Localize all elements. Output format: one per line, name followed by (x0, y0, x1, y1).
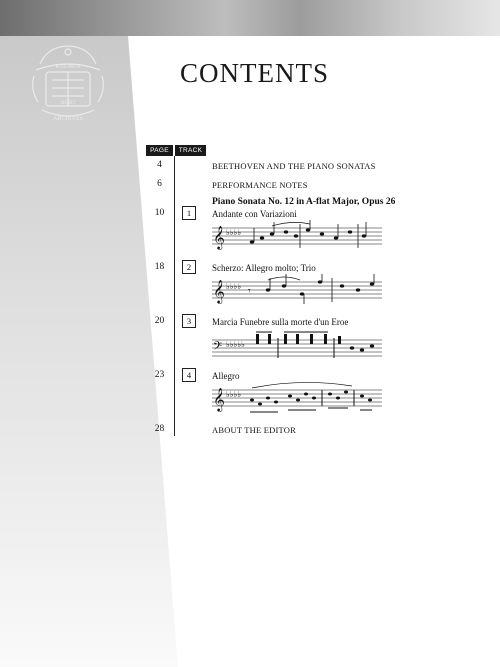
music-incipit-icon (212, 328, 382, 362)
svg-text:♭♭♭♭: ♭♭♭♭ (226, 282, 242, 291)
movement-title: Andante con Variazioni (212, 209, 297, 219)
entry-title: ABOUT THE EDITOR (212, 425, 296, 435)
entry-page-number: 4 (157, 160, 162, 170)
svg-text:𝄞: 𝄞 (213, 389, 225, 411)
publisher-crest-icon (22, 40, 114, 132)
page-title: CONTENTS (180, 58, 329, 88)
entry-page-number: 6 (157, 179, 162, 189)
movement-title: Scherzo: Allegro molto; Trio (212, 263, 316, 273)
column-divider (174, 156, 175, 436)
music-incipit-icon (212, 274, 382, 308)
crest-text-bottom: ARCHIVES (52, 116, 84, 122)
column-header-track: TRACK (175, 145, 206, 156)
crest-text-mid: MUSIC (60, 101, 76, 106)
svg-text:♭♭♭♭♭: ♭♭♭♭♭ (226, 340, 245, 349)
entry-title: PERFORMANCE NOTES (212, 180, 308, 190)
svg-text:♭♭♭♭: ♭♭♭♭ (226, 228, 242, 237)
entry-page-number: 28 (154, 424, 165, 434)
entry-title: BEETHOVEN AND THE PIANO SONATAS (212, 161, 376, 171)
track-number-box: 1 (182, 206, 196, 220)
top-gradient-band (0, 0, 500, 36)
movement-title: Allegro (212, 371, 240, 381)
crest-text-top: KALMUS (55, 64, 81, 70)
entry-page-number: 18 (154, 262, 165, 272)
music-incipit-icon (212, 220, 382, 254)
column-header-page: PAGE (146, 145, 173, 156)
entry-page-number: 10 (154, 208, 165, 218)
svg-text:𝄞: 𝄞 (213, 227, 225, 249)
entry-page-number: 23 (154, 370, 165, 380)
track-number-box: 2 (182, 260, 196, 274)
svg-text:𝄾: 𝄾 (248, 286, 251, 297)
work-title: Piano Sonata No. 12 in A-flat Major, Opus 26 (212, 197, 396, 207)
svg-text:𝄞: 𝄞 (213, 281, 225, 303)
track-number-box: 4 (182, 368, 196, 382)
movement-title: Marcia Funebre sulla morte d'un Eroe (212, 317, 349, 327)
entry-page-number: 20 (154, 316, 165, 326)
svg-text:♭♭♭♭: ♭♭♭♭ (226, 390, 242, 399)
music-incipit-icon (212, 382, 382, 416)
svg-text:𝄢: 𝄢 (213, 341, 223, 356)
track-number-box: 3 (182, 314, 196, 328)
